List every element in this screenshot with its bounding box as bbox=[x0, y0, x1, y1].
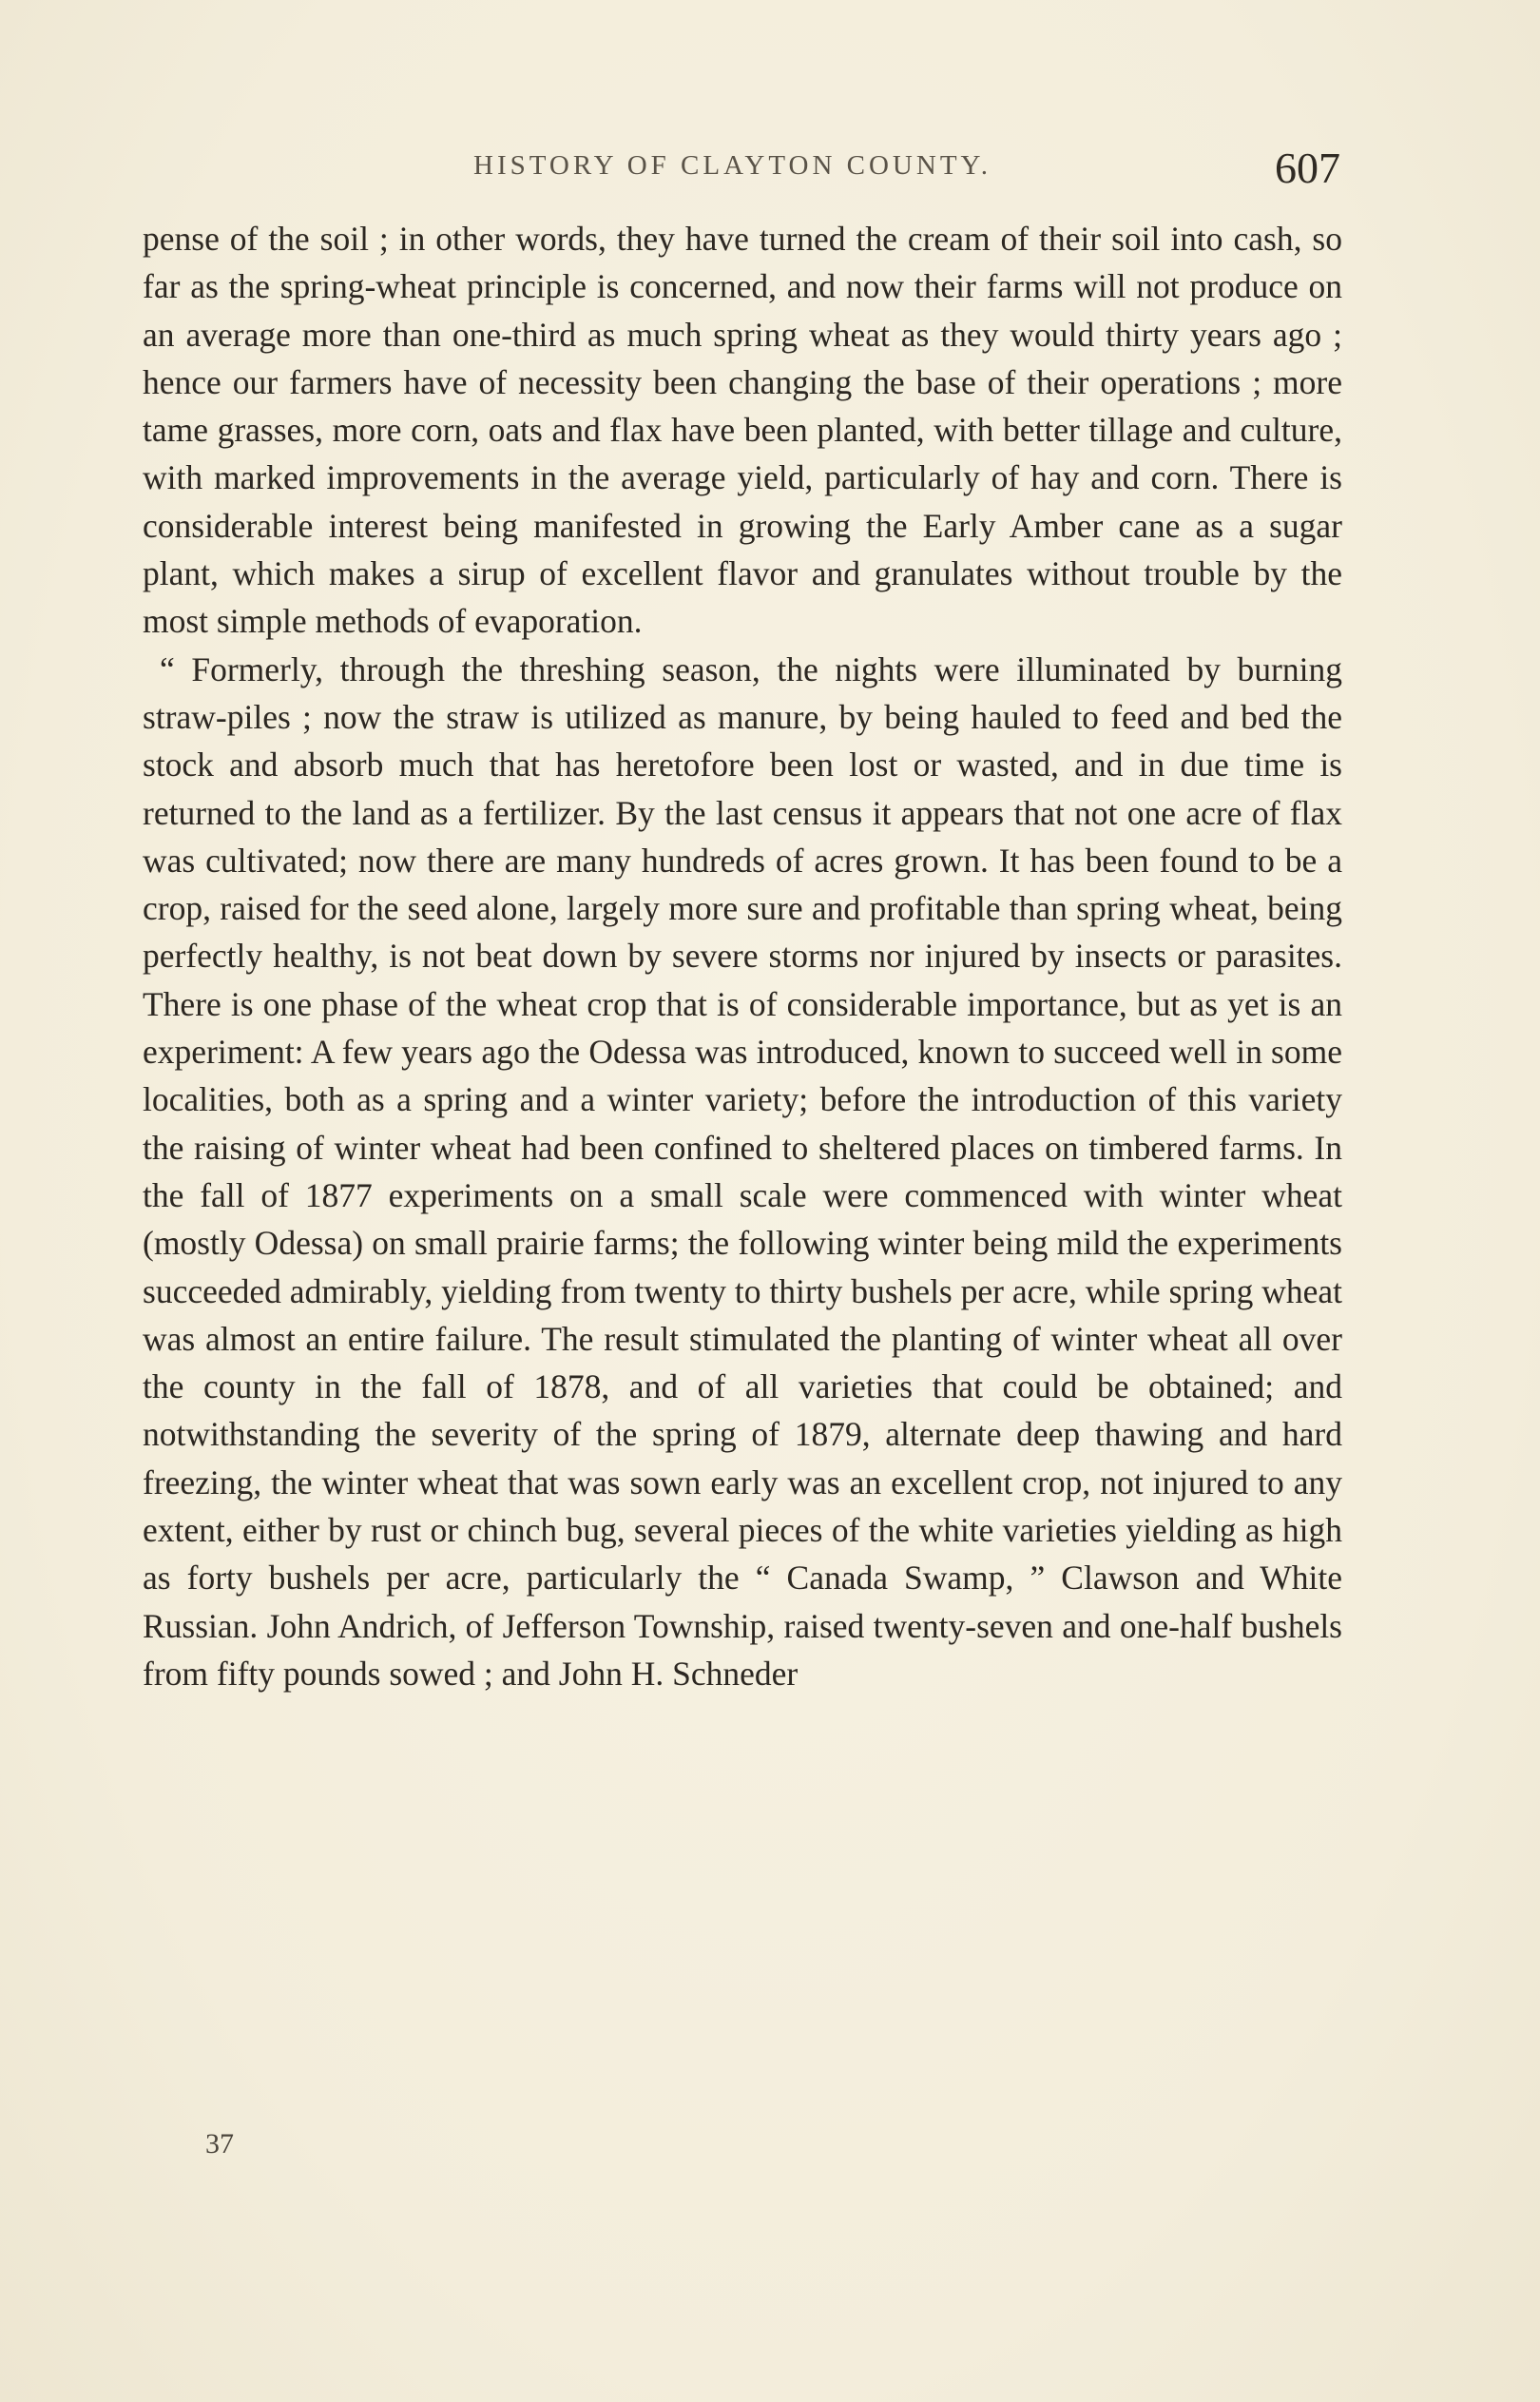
page-number: 607 bbox=[1275, 144, 1340, 192]
paragraph: “ Formerly, through the threshing season, the nights were illuminated by burning straw-piles ; now the straw is utilized as manure, by being hauled to feed and bed the stock and absorb much that has heretofore been lost or wasted, and in due time is returned to the land as a fertilizer. By the last census it appears that not one acre of flax was cultivated; now there are many hundreds of acres grown. It has been found to be a crop, raised for the seed alone, largely more sure and profitable than spring wheat, being perfectly healthy, is not beat down by severe storms nor injured by insects or parasites. There is one phase of the wheat crop that is of considerable importance, but as yet is an experiment: A few years ago the Odessa was introduced, known to succeed well in some localities, both as a spring and a winter variety; before the introduction of this variety the raising of winter wheat had been confined to sheltered places on timbered farms. In the fall of 1877 experiments on a small scale were commenced with winter wheat (mostly Odessa) on small prairie farms; the following winter being mild the experiments succeeded admirably, yielding from twenty to thirty bushels per acre, while spring wheat was almost an entire failure. The result stimulated the planting of winter wheat all over the county in the fall of 1878, and of all varieties that could be obtained; and notwithstanding the severity of the spring of 1879, alternate deep thawing and hard freezing, the winter wheat that was sown early was an excellent crop, not injured to any extent, either by rust or chinch bug, several pieces of the white varieties yielding as high as forty bushels per acre, particularly the “ Canada Swamp, ” Clawson and White Russian. John Andrich, of Jefferson Township, raised twenty-seven and one-half bushels from fifty pounds sowed ; and John H. Schneder bbox=[143, 649, 1342, 1693]
paragraph: pense of the soil ; in other words, they have turned the cream of their soil into cash, so far as the spring-wheat principle is concerned, and now their farms will not produce on an average more than one-third as much spring wheat as they would thirty years ago ; hence our farmers have of necessity been changing the base of their operations ; more tame grasses, more corn, oats and flax have been planted, with better tillage and culture, with marked improvements in the average yield, particularly of hay and corn. There is considerable interest being manifested in growing the Early Amber cane as a sugar plant, which makes a sirup of excellent flavor and granulates without trouble by the most simple methods of evaporation. bbox=[143, 220, 1342, 641]
running-head: HISTORY OF CLAYTON COUNTY. bbox=[473, 150, 991, 181]
signature-mark: 37 bbox=[205, 2128, 234, 2160]
page-header bbox=[141, 143, 1340, 196]
body-text bbox=[143, 215, 1342, 1697]
